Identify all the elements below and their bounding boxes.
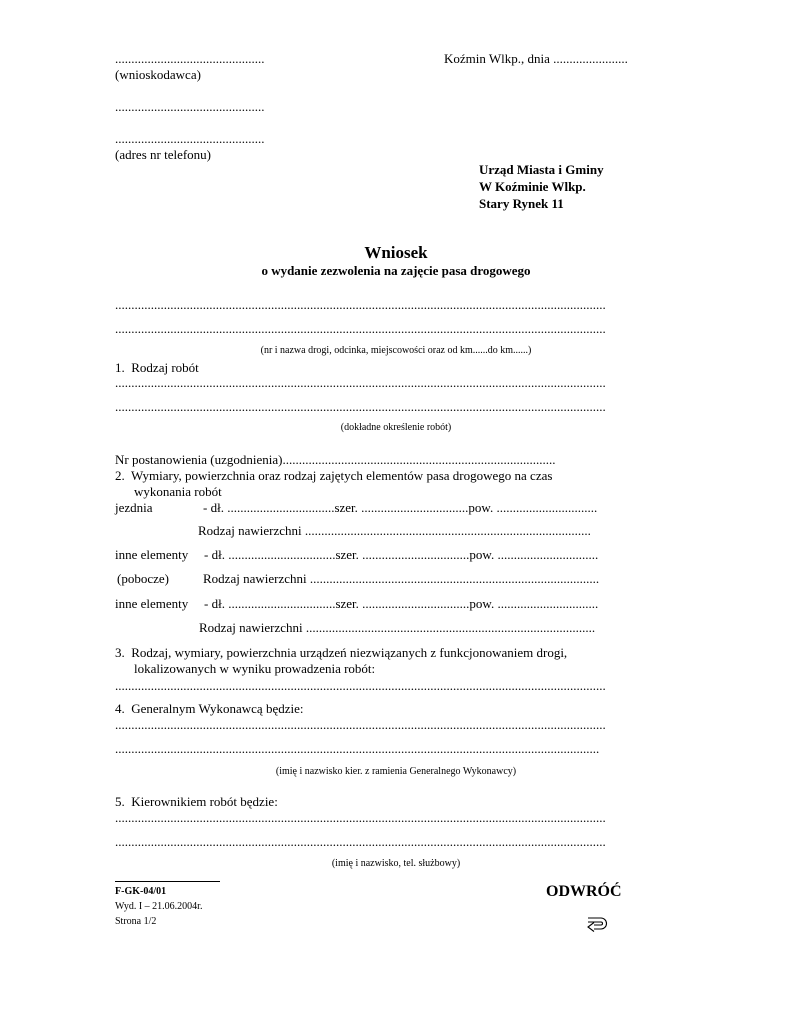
shoulder-surface: Rodzaj nawierzchni .........................................................................................: [203, 571, 600, 586]
recipient-line-3: Stary Rynek 11: [479, 196, 564, 211]
section-1-caption: (dokładne określenie robót): [340, 422, 452, 433]
page-number: Strona 1/2: [115, 916, 157, 927]
section-5-label: 5. Kierownikiem robót będzie:: [115, 794, 278, 809]
decision-number-line: Nr postanowienia (uzgodnienia)....................................................................................: [115, 452, 556, 467]
section-3-label-1: 3. Rodzaj, wymiary, powierzchnia urządzeń niezwiązanych z funkcjonowaniem drogi,: [115, 645, 568, 660]
document-title: Wniosek: [364, 243, 428, 262]
recipient-line-2: W Koźminie Wlkp.: [479, 179, 586, 194]
u-turn-arrow-icon: [578, 902, 611, 939]
other-elements-label-2: inne elementy: [115, 596, 189, 611]
roadway-label: jezdnia: [115, 500, 153, 515]
turn-over-label: ODWRÓĆ: [546, 883, 622, 900]
section-4-line-1: .......................................................................................................................................................: [115, 717, 606, 732]
section-4-caption: (imię i nazwisko kier. z ramienia Generalnego Wykonawcy): [275, 766, 517, 777]
other-elements-dimensions-1: - dł. .................................szer. .................................pow. ...............................: [204, 547, 599, 562]
section-4-label: 4. Generalnym Wykonawcą będzie:: [115, 701, 304, 716]
section-3-line-1: .......................................................................................................................................................: [115, 678, 606, 693]
road-caption: (nr i nazwa drogi, odcinka, miejscowości oraz od km......do km......): [260, 345, 532, 356]
roadway-surface: Rodzaj nawierzchni ........................................................................................: [198, 523, 591, 538]
section-1-label: 1. Rodzaj robót: [115, 360, 199, 375]
road-line-2: .......................................................................................................................................................: [115, 321, 606, 336]
address-phone-label: (adres nr telefonu): [115, 147, 212, 162]
section-5-line-1: .......................................................................................................................................................: [115, 810, 606, 825]
road-line-1: .......................................................................................................................................................: [115, 297, 606, 312]
other-elements-dimensions-2: - dł. .................................szer. .................................pow. ...............................: [204, 596, 599, 611]
applicant-label: (wnioskodawca): [115, 67, 201, 82]
recipient-line-1: Urząd Miasta i Gminy: [479, 162, 604, 177]
shoulder-label: (pobocze): [117, 571, 169, 586]
other-elements-label-1: inne elementy: [115, 547, 189, 562]
address-dots-2: ..............................................: [115, 131, 265, 146]
section-1-line-2: .......................................................................................................................................................: [115, 399, 606, 414]
place-date-line: Koźmin Wlkp., dnia .......................: [444, 51, 628, 66]
roadway-dimensions: - dł. .................................szer. .................................pow. ...............................: [203, 500, 598, 515]
edition-info: Wyd. I – 21.06.2004r.: [115, 901, 203, 912]
section-2-label-1: 2. Wymiary, powierzchnia oraz rodzaj zajętych elementów pasa drogowego na czas: [115, 468, 553, 483]
form-code: F-GK-04/01: [115, 886, 167, 897]
section-5-caption: (imię i nazwisko, tel. służbowy): [331, 858, 461, 869]
section-4-line-2: .....................................................................................................................................................: [115, 741, 600, 756]
document-subtitle: o wydanie zezwolenia na zajęcie pasa drogowego: [261, 263, 531, 278]
footer-divider: [115, 881, 220, 882]
section-1-line-1: .......................................................................................................................................................: [115, 375, 606, 390]
section-2-label-2: wykonania robót: [134, 484, 222, 499]
address-dots-1: ..............................................: [115, 99, 265, 114]
section-5-line-2: .......................................................................................................................................................: [115, 834, 606, 849]
applicant-dots: ..............................................: [115, 51, 265, 66]
other-elements-surface-2: Rodzaj nawierzchni .........................................................................................: [199, 620, 596, 635]
section-3-label-2: lokalizowanych w wyniku prowadzenia robót:: [134, 661, 376, 676]
